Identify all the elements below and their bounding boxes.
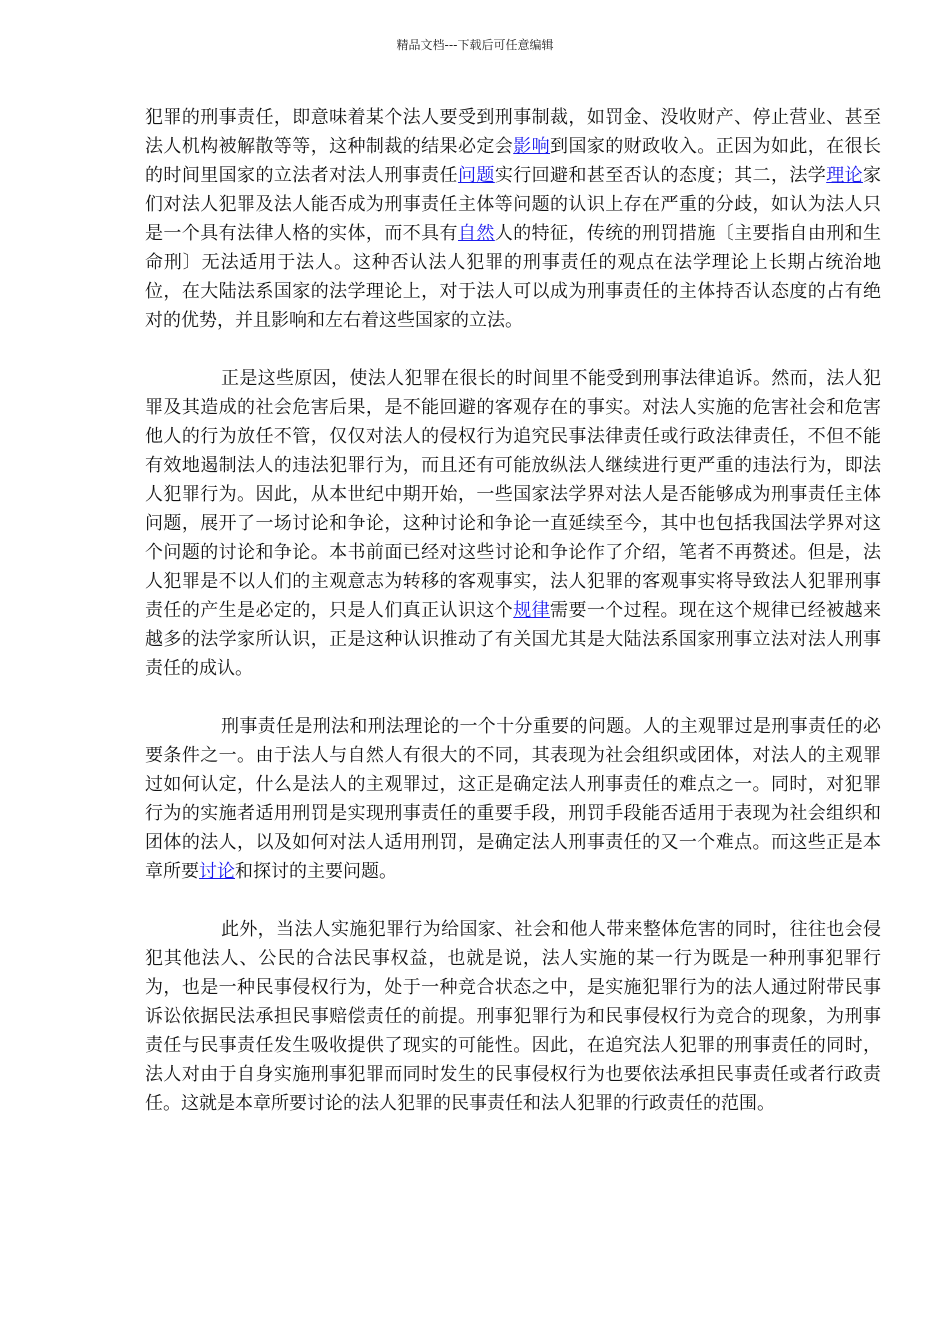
link-taolun[interactable]: 讨论: [199, 861, 235, 882]
text-run: 刑事责任是刑法和刑法理论的一个十分重要的问题。人的主观罪过是刑事责任的必要条件之一。由于法人与自然人有很大的不同，其表现为社会组织或团体，对法人的主观罪过如何认定，什么是法人的主观罪过，这正是确定法人刑事责任的难点之一。同时，对犯罪行为的实施者适用刑罚是实现刑事责任的重要手段，刑罚手段能否适用于表现为社会组织和团体的法人，以及如何对法人适用刑罚，是确定法人刑事责任的又一个难点。而这些正是本章所要: [145, 716, 881, 882]
text-run: 犯罪的刑事责任，即意味着某个法人要受到刑事制裁，如罚金、没收财产、停止营业、甚至法人机构被解散等等，这种制裁的结果必定会: [145, 107, 881, 157]
link-wenti[interactable]: 问题: [457, 165, 495, 186]
text-run: 家们对法人犯罪及法人能否成为刑事责任主体等问题的认识上存在严重的分歧，如认为法人只是一个具有法律人格的实体，而不具有: [145, 165, 882, 244]
link-lilun[interactable]: 理论: [826, 165, 864, 186]
text-run: 需要一个过程。现在这个规律已经被越来越多的法学家所认识，正是这种认识推动了有关国尤其是大陆法系国家刑事立法对法人刑事责任的成认。: [145, 600, 882, 679]
link-yingxiang[interactable]: 影响: [513, 136, 551, 157]
paragraph-4: [145, 915, 881, 1118]
paragraph-2: [145, 364, 881, 683]
page-header: 精品文档---下载后可任意编辑: [396, 38, 554, 52]
paragraph-1: [145, 103, 881, 335]
text-run: 此外，当法人实施犯罪行为给国家、社会和他人带来整体危害的同时，往往也会侵犯其他法人、公民的合法民事权益，也就是说，法人实施的某一行为既是一种刑事犯罪行为，也是一种民事侵权行为，处于一种竞合状态之中，是实施犯罪行为的法人通过附带民事诉讼依据民法承担民事赔偿责任的前提。刑事犯罪行为和民事侵权行为竞合的现象，为刑事责任与民事责任发生吸收提供了现实的可能性。因此，在追究法人犯罪的刑事责任的同时，法人对由于自身实施刑事犯罪而同时发生的民事侵权行为也要依法承担民事责任或者行政责任。这就是本章所要讨论的法人犯罪的民事责任和法人犯罪的行政责任的范围。: [145, 919, 881, 1114]
text-run: 到国家的财政收入。正因为如此，在很长的时间里国家的立法者对法人刑事责任: [145, 136, 882, 186]
text-run: 正是这些原因，使法人犯罪在很长的时间里不能受到刑事法律追诉。然而，法人犯罪及其造成的社会危害后果，是不能回避的客观存在的事实。对法人实施的危害社会和危害他人的行为放任不管，仅仅对法人的侵权行为追究民事法律责任或行政法律责任，不但不能有效地遏制法人的违法犯罪行为，而且还有可能放纵法人继续进行更严重的违法行为，即法人犯罪行为。因此，从本世纪中期开始，一些国家法学界对法人是否能够成为刑事责任主体问题，展开了一场讨论和争论，这种讨论和争论一直延续至今，其中也包括我国法学界对这个问题的讨论和争论。本书前面已经对这些讨论和争论作了介绍，笔者不再赘述。但是，法人犯罪是不以人们的主观意志为转移的客观事实，法人犯罪的客观事实将导致法人犯罪刑事责任的产生是必定的，只是人们真正认识这个: [145, 368, 881, 621]
text-run: 实行回避和甚至否认的态度；其二，法学: [494, 165, 827, 186]
document-body: [145, 103, 881, 1147]
paragraph-3: [145, 712, 881, 886]
text-run: 和探讨的主要问题。: [235, 861, 397, 882]
link-guilv[interactable]: 规律: [513, 600, 551, 621]
text-run: 人的特征，传统的刑罚措施〔主要指自由刑和生命刑〕无法适用于法人。这种否认法人犯罪的刑事责任的观点在法学理论上长期占统治地位，在大陆法系国家的法学理论上，对于法人可以成为刑事责任的主体持否认态度的占有绝对的优势，并且影响和左右着这些国家的立法。: [145, 223, 882, 331]
link-ziran[interactable]: 自然: [457, 223, 495, 244]
